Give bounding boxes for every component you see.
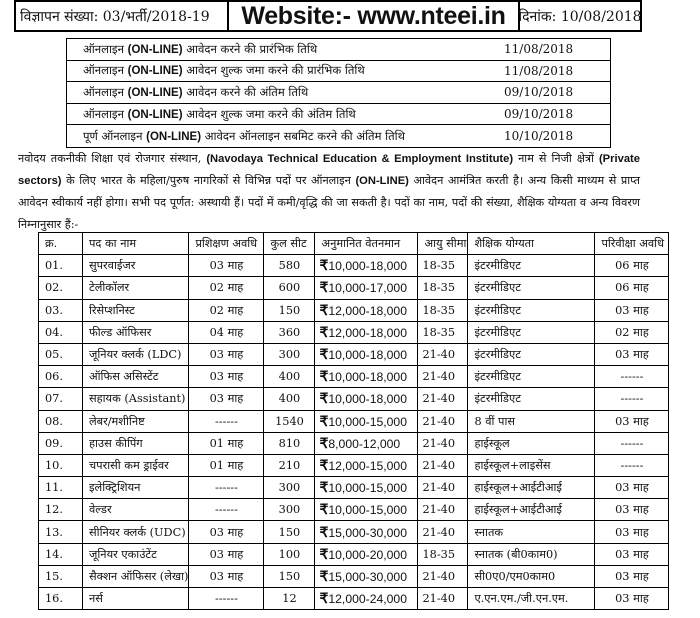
- table-row: [39, 343, 669, 365]
- cell-salary: [315, 477, 418, 499]
- cell-serial: 06.: [39, 366, 83, 388]
- cell-age: 21-40: [418, 388, 468, 410]
- salary-range: 10,000-18,000: [328, 370, 407, 385]
- cell-age: 21-40: [418, 477, 468, 499]
- cell-probation: 03 माह: [595, 299, 669, 321]
- vacancy-table-body: [39, 255, 669, 610]
- date-label-post: आवेदन करने की प्रारंभिक तिथि: [182, 41, 318, 56]
- cell-seats: 360: [264, 321, 315, 343]
- intro-online: (ON-LINE): [355, 175, 409, 187]
- cell-age: 21-40: [418, 410, 468, 432]
- date-label-online: (ON-LINE): [127, 86, 183, 99]
- cell-seats: 12: [264, 588, 315, 610]
- col-salary-header: अनुमानित वेतनमान: [315, 233, 418, 255]
- date-label-pre: ऑनलाइन: [83, 106, 128, 121]
- cell-serial: 10.: [39, 454, 83, 476]
- cell-age: 21-40: [418, 366, 468, 388]
- date-value: 10/10/2018: [504, 129, 574, 144]
- cell-probation: 03 माह: [595, 410, 669, 432]
- cell-age: 21-40: [418, 499, 468, 521]
- cell-salary: [315, 366, 418, 388]
- date-row: [67, 125, 610, 147]
- salary-range: 12,000-24,000: [328, 592, 407, 607]
- intro-private-sectors: (Private sectors): [18, 153, 640, 187]
- cell-probation: 03 माह: [595, 588, 669, 610]
- col-age-header: आयु सीमा: [418, 233, 468, 255]
- date-label: [67, 42, 500, 57]
- cell-seats: 400: [264, 388, 315, 410]
- salary-range: 8,000-12,000: [328, 436, 401, 451]
- date-row: [67, 39, 610, 61]
- cell-qualification: हाईस्कूल: [468, 432, 595, 454]
- cell-qualification: इंटरमीडिएट: [468, 366, 595, 388]
- intro-text-4: आवेदन आमंत्रित करती है। अन्य किसी माध्यम से प्राप्त आवेदन स्वीकार्य नहीं होगा। सभी पद पूर्णत: अस्थायी हैं। पदों में कमी/वृद्धि की जा सकती है। पदों का नाम, पदों की संख्या, शैक्षिक योग्यता व अन्य विवरण निम्नानुसार हैं:-: [18, 174, 640, 231]
- col-serial-header: क्र.: [39, 233, 83, 255]
- date-label-pre: पूर्ण ऑनलाइन: [83, 128, 147, 143]
- date-label-post: आवेदन शुल्क जमा करने की अंतिम तिथि: [182, 106, 356, 121]
- col-post-header: पद का नाम: [83, 233, 189, 255]
- cell-serial: 11.: [39, 477, 83, 499]
- cell-serial: 01.: [39, 255, 83, 277]
- cell-qualification: इंटरमीडिएट: [468, 299, 595, 321]
- cell-seats: 300: [264, 477, 315, 499]
- cell-salary: [315, 521, 418, 543]
- date-label: [67, 107, 500, 122]
- date-value: 09/10/2018: [504, 85, 574, 100]
- salary-range: 10,000-18,000: [328, 392, 407, 407]
- cell-training: 01 माह: [189, 454, 264, 476]
- cell-probation: ------: [595, 366, 669, 388]
- cell-seats: 150: [264, 521, 315, 543]
- table-row: [39, 477, 669, 499]
- table-row: [39, 255, 669, 277]
- cell-seats: 600: [264, 277, 315, 299]
- date-label-pre: ऑनलाइन: [83, 84, 128, 99]
- rupee-symbol: ₹: [319, 323, 329, 340]
- cell-age: 18-35: [418, 277, 468, 299]
- intro-org-name: (Navodaya Technical Education & Employment Institute): [206, 153, 514, 165]
- cell-post: सीनियर क्लर्क (UDC): [83, 521, 189, 543]
- rupee-symbol: ₹: [319, 346, 329, 363]
- table-row: [39, 588, 669, 610]
- table-row: [39, 277, 669, 299]
- cell-training: ------: [189, 499, 264, 521]
- date-label-online: (ON-LINE): [146, 130, 202, 143]
- cell-post: चपरासी कम ड्राईवर: [83, 454, 189, 476]
- date-label-post: आवेदन ऑनलाइन सबमिट करने की अंतिम तिथि: [201, 128, 405, 143]
- cell-salary: [315, 588, 418, 610]
- date-value: 11/08/2018: [504, 42, 574, 57]
- notice-header: [14, 0, 642, 32]
- cell-seats: 300: [264, 499, 315, 521]
- cell-probation: 06 माह: [595, 277, 669, 299]
- vacancy-table: [38, 232, 669, 610]
- cell-post: सहायक (Assistant): [83, 388, 189, 410]
- rupee-symbol: ₹: [319, 523, 329, 540]
- cell-qualification: सी0ए0/एम0काम0: [468, 565, 595, 587]
- cell-salary: [315, 454, 418, 476]
- cell-seats: 150: [264, 299, 315, 321]
- date-row: [67, 82, 610, 104]
- rupee-symbol: ₹: [319, 412, 329, 429]
- date-label-online: (ON-LINE): [127, 108, 183, 121]
- cell-post: जूनियर क्लर्क (LDC): [83, 343, 189, 365]
- salary-range: 10,000-17,000: [328, 281, 407, 296]
- table-row: [39, 410, 669, 432]
- salary-range: 15,000-30,000: [328, 525, 407, 540]
- cell-training: 03 माह: [189, 255, 264, 277]
- cell-age: 21-40: [418, 454, 468, 476]
- cell-salary: [315, 299, 418, 321]
- cell-serial: 05.: [39, 343, 83, 365]
- cell-training: 03 माह: [189, 565, 264, 587]
- rupee-symbol: ₹: [319, 257, 329, 274]
- cell-qualification: ए.एन.एम./जी.एन.एम.: [468, 588, 595, 610]
- table-row: [39, 321, 669, 343]
- cell-seats: 150: [264, 565, 315, 587]
- table-row: [39, 432, 669, 454]
- cell-qualification: स्नातक (बी0काम0): [468, 543, 595, 565]
- cell-probation: 03 माह: [595, 477, 669, 499]
- cell-probation: 06 माह: [595, 255, 669, 277]
- cell-age: 18-35: [418, 321, 468, 343]
- rupee-symbol: ₹: [319, 368, 329, 385]
- cell-serial: 15.: [39, 565, 83, 587]
- col-training-header: प्रशिक्षण अवधि: [189, 233, 264, 255]
- date-label: [67, 129, 500, 144]
- salary-range: 12,000-15,000: [328, 458, 407, 473]
- date-value: 09/10/2018: [504, 107, 574, 122]
- cell-age: 18-35: [418, 255, 468, 277]
- cell-qualification: इंटरमीडिएट: [468, 388, 595, 410]
- cell-salary: [315, 255, 418, 277]
- cell-training: 03 माह: [189, 388, 264, 410]
- cell-qualification: हाईस्कूल+लाइसेंस: [468, 454, 595, 476]
- cell-probation: ------: [595, 388, 669, 410]
- cell-training: 02 माह: [189, 277, 264, 299]
- cell-qualification: हाईस्कूल+आईटीआई: [468, 477, 595, 499]
- date-label: [67, 63, 500, 78]
- date-label-online: (ON-LINE): [127, 43, 183, 56]
- rupee-symbol: ₹: [319, 279, 329, 296]
- cell-seats: 210: [264, 454, 315, 476]
- intro-text-2: नाम से निजी क्षेत्रों: [513, 152, 599, 165]
- col-probation-header: परिवीक्षा अवधि: [595, 233, 669, 255]
- cell-probation: 03 माह: [595, 565, 669, 587]
- date-label-pre: ऑनलाइन: [83, 41, 128, 56]
- cell-serial: 12.: [39, 499, 83, 521]
- cell-post: लेबर/मशीनिष्ट: [83, 410, 189, 432]
- cell-probation: 03 माह: [595, 343, 669, 365]
- cell-qualification: इंटरमीडिएट: [468, 321, 595, 343]
- rupee-symbol: ₹: [319, 390, 329, 407]
- date-label-pre: ऑनलाइन: [83, 63, 128, 78]
- vacancy-table-header: [39, 233, 669, 255]
- cell-qualification: 8 वीं पास: [468, 410, 595, 432]
- cell-age: 21-40: [418, 343, 468, 365]
- salary-range: 10,000-15,000: [328, 503, 407, 518]
- salary-range: 10,000-20,000: [328, 547, 407, 562]
- cell-qualification: इंटरमीडिएट: [468, 277, 595, 299]
- cell-qualification: इंटरमीडिएट: [468, 255, 595, 277]
- cell-serial: 02.: [39, 277, 83, 299]
- cell-salary: [315, 565, 418, 587]
- cell-serial: 03.: [39, 299, 83, 321]
- cell-training: 01 माह: [189, 432, 264, 454]
- cell-serial: 13.: [39, 521, 83, 543]
- cell-qualification: हाईस्कूल+आईटीआई: [468, 499, 595, 521]
- cell-salary: [315, 343, 418, 365]
- cell-training: ------: [189, 410, 264, 432]
- rupee-symbol: ₹: [319, 545, 329, 562]
- salary-range: 12,000-18,000: [328, 303, 407, 318]
- date-row: [67, 104, 610, 126]
- table-row: [39, 388, 669, 410]
- cell-training: 03 माह: [189, 366, 264, 388]
- cell-training: 03 माह: [189, 521, 264, 543]
- salary-range: 10,000-15,000: [328, 414, 407, 429]
- rupee-symbol: ₹: [319, 501, 329, 518]
- cell-probation: 02 माह: [595, 321, 669, 343]
- cell-post: टेलीकॉलर: [83, 277, 189, 299]
- table-row: [39, 499, 669, 521]
- cell-serial: 07.: [39, 388, 83, 410]
- cell-probation: ------: [595, 454, 669, 476]
- table-row: [39, 299, 669, 321]
- cell-salary: [315, 410, 418, 432]
- rupee-symbol: ₹: [319, 301, 329, 318]
- cell-training: 03 माह: [189, 343, 264, 365]
- cell-post: सुपरवाईजर: [83, 255, 189, 277]
- cell-serial: 04.: [39, 321, 83, 343]
- salary-range: 15,000-30,000: [328, 569, 407, 584]
- intro-text-1: नवोदय तकनीकी शिक्षा एवं रोजगार संस्थान,: [18, 152, 207, 165]
- cell-training: 03 माह: [189, 543, 264, 565]
- table-row: [39, 521, 669, 543]
- date-label-post: आवेदन करने की अंतिम तिथि: [182, 84, 309, 99]
- cell-probation: ------: [595, 432, 669, 454]
- date-value: 11/08/2018: [504, 63, 574, 78]
- advertisement-number: विज्ञापन संख्या: 03/भर्ती/2018-19: [14, 0, 229, 32]
- cell-salary: [315, 543, 418, 565]
- cell-post: रिसेप्शनिस्ट: [83, 299, 189, 321]
- rupee-symbol: ₹: [319, 434, 329, 451]
- cell-probation: 03 माह: [595, 499, 669, 521]
- cell-post: हाउस कीपिंग: [83, 432, 189, 454]
- cell-salary: [315, 432, 418, 454]
- salary-range: 10,000-15,000: [328, 481, 407, 496]
- cell-salary: [315, 388, 418, 410]
- cell-training: 02 माह: [189, 299, 264, 321]
- important-dates-table: [66, 38, 611, 148]
- col-qualification-header: शैक्षिक योग्यता: [468, 233, 595, 255]
- cell-salary: [315, 277, 418, 299]
- salary-range: 12,000-18,000: [328, 325, 407, 340]
- rupee-symbol: ₹: [319, 456, 329, 473]
- cell-post: फील्ड ऑफिसर: [83, 321, 189, 343]
- rupee-symbol: ₹: [319, 590, 329, 607]
- col-seats-header: कुल सीट: [264, 233, 315, 255]
- cell-probation: 03 माह: [595, 543, 669, 565]
- cell-seats: 1540: [264, 410, 315, 432]
- cell-training: 04 माह: [189, 321, 264, 343]
- cell-age: 21-40: [418, 565, 468, 587]
- table-row: [39, 543, 669, 565]
- cell-post: जूनियर एकाउंटेंट: [83, 543, 189, 565]
- table-row: [39, 366, 669, 388]
- cell-post: इलेक्ट्रिशियन: [83, 477, 189, 499]
- intro-paragraph: [18, 148, 640, 236]
- cell-seats: 100: [264, 543, 315, 565]
- cell-training: ------: [189, 477, 264, 499]
- cell-salary: [315, 499, 418, 521]
- cell-qualification: स्नातक: [468, 521, 595, 543]
- cell-post: ऑफिस असिस्टेंट: [83, 366, 189, 388]
- cell-seats: 300: [264, 343, 315, 365]
- rupee-symbol: ₹: [319, 567, 329, 584]
- date-label: [67, 85, 500, 100]
- table-row: [39, 454, 669, 476]
- rupee-symbol: ₹: [319, 479, 329, 496]
- cell-age: 21-40: [418, 521, 468, 543]
- intro-text-3: के लिए भारत के महिला/पुरुष नागरिकों से विभिन्न पदों पर ऑनलाइन: [61, 174, 356, 187]
- table-row: [39, 565, 669, 587]
- salary-range: 10,000-18,000: [328, 348, 407, 363]
- cell-age: 21-40: [418, 588, 468, 610]
- cell-age: 18-35: [418, 543, 468, 565]
- cell-probation: 03 माह: [595, 521, 669, 543]
- cell-serial: 14.: [39, 543, 83, 565]
- cell-seats: 400: [264, 366, 315, 388]
- cell-serial: 09.: [39, 432, 83, 454]
- cell-serial: 08.: [39, 410, 83, 432]
- cell-post: वेल्डर: [83, 499, 189, 521]
- cell-qualification: इंटरमीडिएट: [468, 343, 595, 365]
- cell-seats: 580: [264, 255, 315, 277]
- date-label-online: (ON-LINE): [127, 65, 183, 78]
- cell-age: 21-40: [418, 432, 468, 454]
- cell-salary: [315, 321, 418, 343]
- cell-seats: 810: [264, 432, 315, 454]
- salary-range: 10,000-18,000: [328, 259, 407, 274]
- website-banner: Website:- www.nteei.in: [229, 0, 520, 32]
- date-row: [67, 61, 610, 83]
- cell-serial: 16.: [39, 588, 83, 610]
- date-label-post: आवेदन शुल्क जमा करने की प्रारंभिक तिथि: [182, 63, 365, 78]
- cell-post: सैक्शन ऑफिसर (लेखा): [83, 565, 189, 587]
- cell-training: ------: [189, 588, 264, 610]
- cell-age: 18-35: [418, 299, 468, 321]
- cell-post: नर्स: [83, 588, 189, 610]
- notice-date: दिनांक: 10/08/2018: [520, 0, 642, 32]
